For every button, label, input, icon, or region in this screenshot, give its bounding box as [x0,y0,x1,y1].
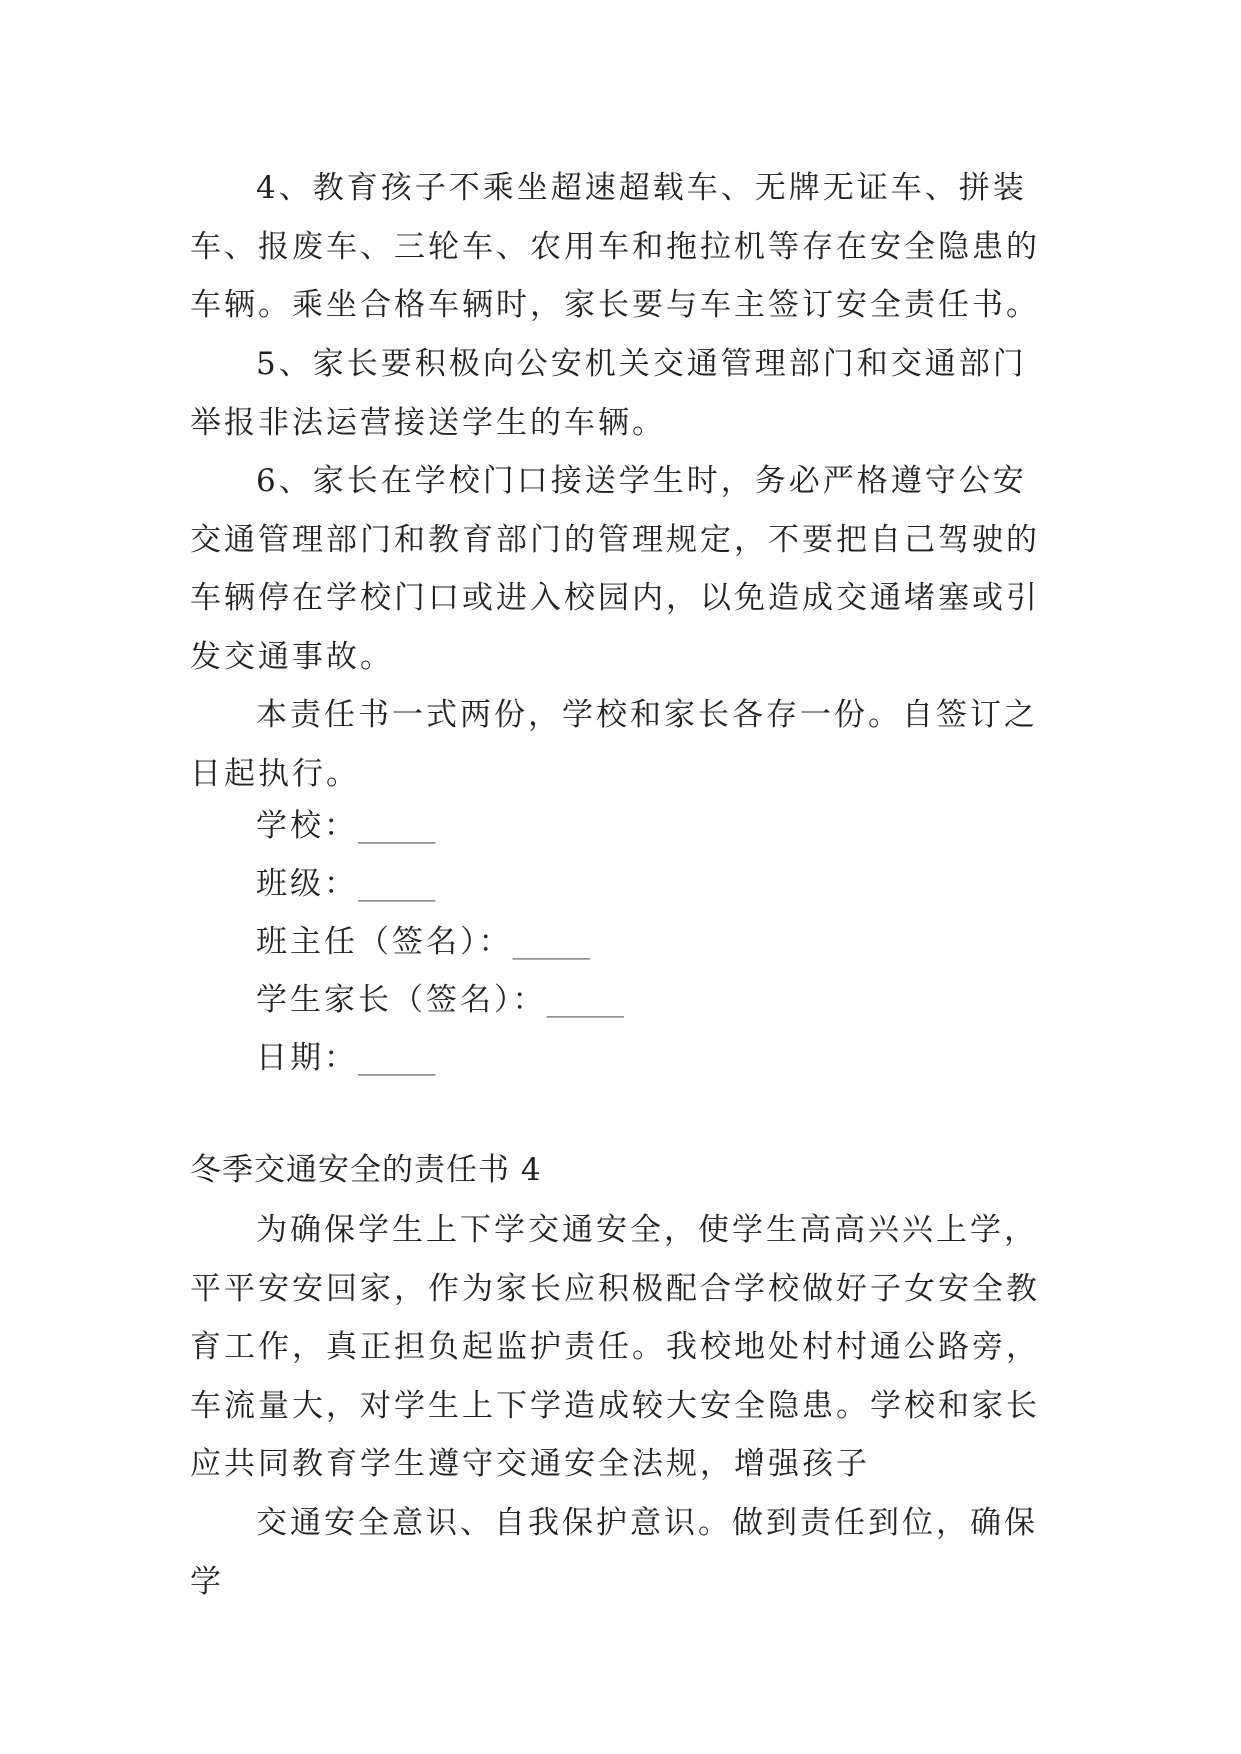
paragraph-item-4: 4、教育孩子不乘坐超速超载车、无牌无证车、拼装车、报废车、三轮车、农用车和拖拉机等存在安全隐患的车辆。乘坐合格车辆时，家长要与车主签订安全责任书。 [190,170,1040,323]
class-field [256,864,436,904]
paragraph-item-6: 6、家长在学校门口接送学生时，务必严格遵守公安交通管理部门和教育部门的管理规定，不要把自己驾驶的车辆停在学校门口或进入校园内，以免造成交通堵塞或引发交通事故。 [190,463,1040,675]
teacher-signature-label: 班主任（签名）： [256,924,513,960]
paragraph-copies-note: 本责任书一式两份，学校和家长各存一份。自签订之日起执行。 [190,697,1038,792]
class-label: 班级： [256,866,358,902]
teacher-signature-blank: _____ [512,924,590,960]
school-blank: _____ [358,808,436,844]
parent-signature-blank: _____ [546,982,624,1018]
date-field [256,1038,436,1078]
paragraph-continuation: 交通安全意识、自我保护意识。做到责任到位，确保学 [190,1505,1038,1600]
date-blank: _____ [358,1040,436,1076]
teacher-signature-field [256,922,590,962]
paragraph-intro: 为确保学生上下学交通安全，使学生高高兴兴上学，平平安安回家，作为家长应积极配合学校做好子女安全教育工作，真正担负起监护责任。我校地处村村通公路旁，车流量大，对学生上下学造成较大安全隐患。学校和家长应共同教育学生遵守交通安全法规，增强孩子 [190,1212,1040,1482]
parent-signature-field [256,980,624,1020]
paragraph-item-5: 5、家长要积极向公安机关交通管理部门和交通部门举报非法运营接送学生的车辆。 [190,346,1027,441]
class-blank: _____ [358,866,436,902]
section-title: 冬季交通安全的责任书 4 [190,1152,542,1188]
parent-signature-label: 学生家长（签名）： [256,982,547,1018]
date-label: 日期： [256,1040,358,1076]
school-field [256,806,436,846]
school-label: 学校： [256,808,358,844]
